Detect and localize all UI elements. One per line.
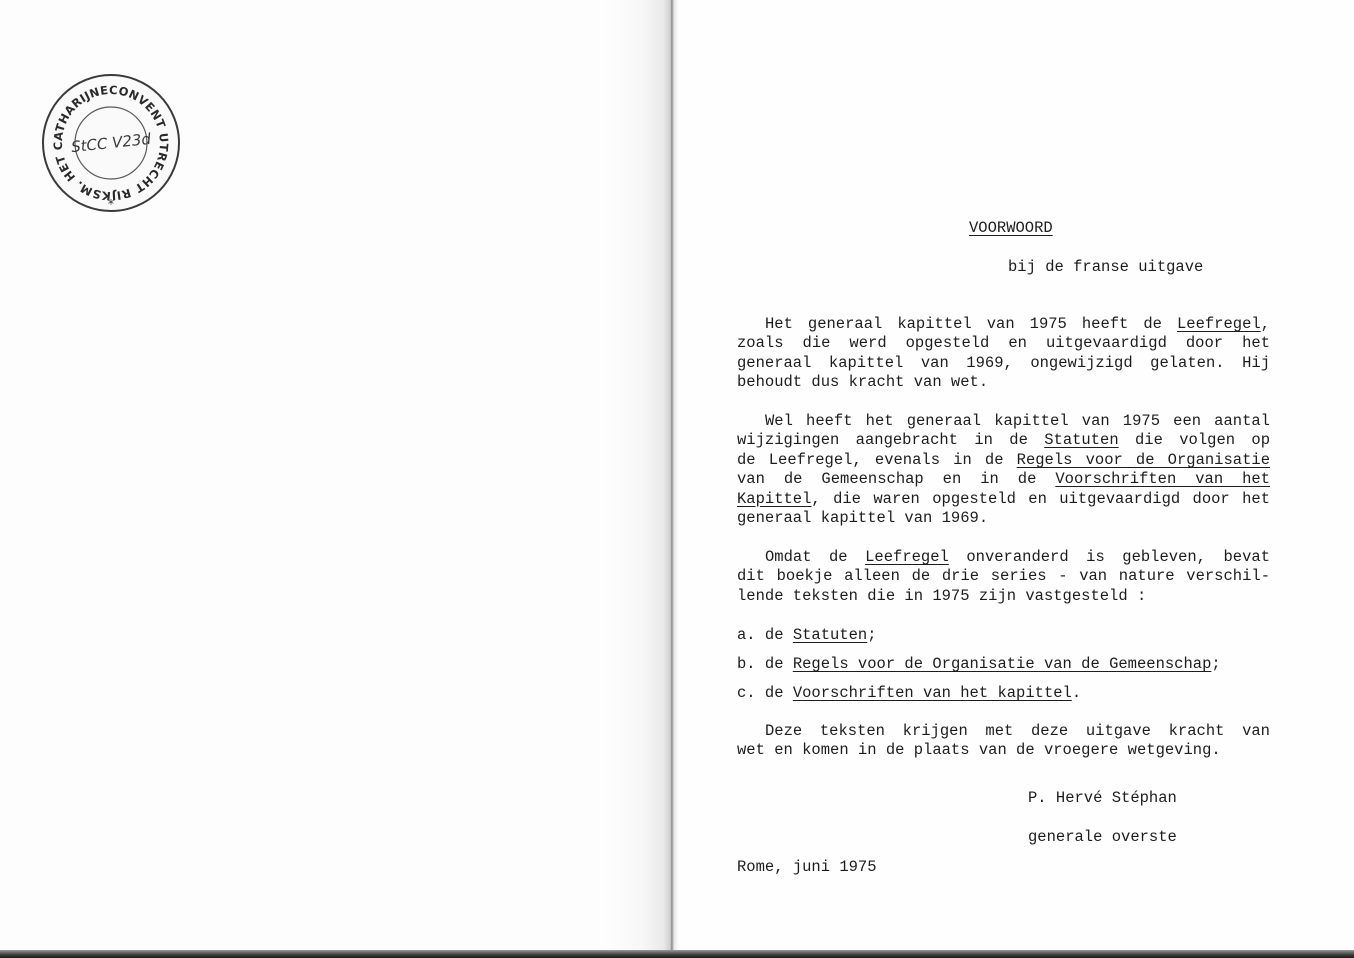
paragraph-line: Omdat de Leefregel onveranderd is gebleven, bevat xyxy=(765,548,1270,566)
signature-title: generale overste xyxy=(1028,828,1177,846)
paragraph-line: generaal kapittel van 1969, ongewijzigd gelaten. Hij xyxy=(737,353,1270,372)
document-subtitle: bij de franse uitgave xyxy=(1008,258,1204,276)
paragraph-line: Wel heeft het generaal kapittel van 1975 een aantal xyxy=(765,412,1270,430)
paragraph-line: zoals die werd opgesteld en uitgevaardigd door het xyxy=(737,334,1270,353)
paragraph-1 xyxy=(737,315,1270,393)
book-gutter xyxy=(600,0,678,952)
paragraph-line: de Leefregel, evenals in de Regels voor de Organisatie xyxy=(737,450,1270,469)
underlined-term: Leefregel xyxy=(865,548,949,566)
list-item-c: c. de Voorschriften van het kapittel. xyxy=(737,684,1082,702)
paragraph-line: wijzigingen aangebracht in de Statuten die volgen op xyxy=(737,431,1270,450)
paragraph-line: van de Gemeenschap en in de Voorschriften van het xyxy=(737,470,1270,489)
underlined-term: Voorschriften van het kapittel xyxy=(792,684,1072,702)
stamp-handwritten-text: StCC V23d xyxy=(70,129,152,157)
underlined-term: Kapittel xyxy=(737,489,812,508)
paragraph-line: Deze teksten krijgen met deze uitgave kracht van xyxy=(765,722,1270,740)
paragraph-2 xyxy=(737,412,1270,528)
paragraph-4 xyxy=(737,722,1270,761)
signature-name: P. Hervé Stéphan xyxy=(1028,789,1177,807)
library-stamp xyxy=(40,72,182,214)
paragraph-line: dit boekje alleen de drie series - van nature verschil- xyxy=(737,567,1270,586)
underlined-term: Statuten xyxy=(1044,431,1119,450)
paragraph-line: generaal kapittel van 1969. xyxy=(737,508,989,527)
paragraph-line: Het generaal kapittel van 1975 heeft de Leefregel, xyxy=(765,315,1270,333)
list-item-a: a. de Statuten; xyxy=(737,626,877,644)
paragraph-line: wet en komen in de plaats van de vroegere wetgeving. xyxy=(737,741,1221,760)
paragraph-line: Kapittel, die waren opgesteld en uitgevaardigd door het xyxy=(737,489,1270,508)
underlined-term: Leefregel xyxy=(1176,315,1261,333)
place-date: Rome, juni 1975 xyxy=(737,858,877,876)
stamp-star-icon: * xyxy=(108,197,114,211)
paragraph-3 xyxy=(737,548,1270,606)
scan-bottom-edge xyxy=(0,950,1354,958)
underlined-term: Regels voor de Organisatie van de Gemeenschap xyxy=(792,655,1212,673)
paragraph-line: behoudt dus kracht van wet. xyxy=(737,373,989,392)
stamp-ring-text: RIJKSM. HET CATHARIJNECONVENT UTRECHT xyxy=(50,82,172,204)
underlined-term: Regels voor de Organisatie xyxy=(1016,450,1270,469)
paragraph-line: lende teksten die in 1975 zijn vastgesteld : xyxy=(737,586,1147,605)
underlined-term: Voorschriften van het xyxy=(1055,470,1270,489)
document-title: VOORWOORD xyxy=(969,219,1053,237)
list-item-b: b. de Regels voor de Organisatie van de Gemeenschap; xyxy=(737,655,1221,673)
stamp-seal-icon xyxy=(40,72,182,214)
underlined-term: Statuten xyxy=(792,626,868,644)
